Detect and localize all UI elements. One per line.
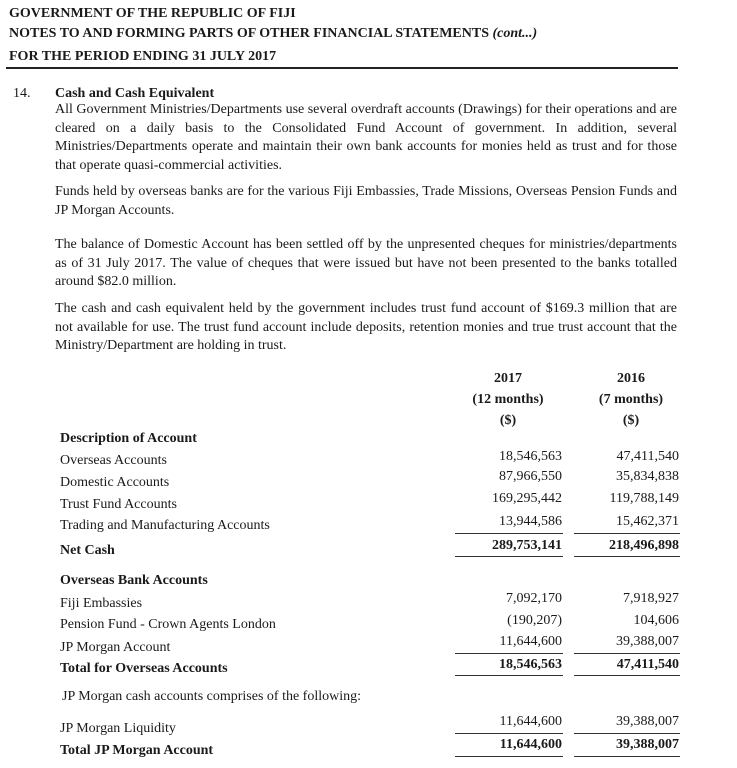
- table1-total-2017: 289,753,141: [492, 538, 562, 553]
- table2-total-2017: 18,546,563: [499, 657, 562, 672]
- header-line-2: [9, 26, 537, 42]
- table1-total-2016: 218,496,898: [609, 538, 679, 553]
- table3-intro: JP Morgan cash accounts comprises of the following:: [62, 689, 362, 704]
- column-year-2016: 2016: [617, 371, 645, 386]
- table2-row-value-2017: (190,207): [507, 613, 562, 628]
- column-period-2017: (12 months): [472, 392, 544, 407]
- header-line-2-text: NOTES TO AND FORMING PARTS OF OTHER FINANCIAL STATEMENTS: [9, 26, 489, 41]
- table2-row-label: Fiji Embassies: [60, 596, 143, 611]
- total-rule: [455, 756, 563, 757]
- table1-row-value-2017: 87,966,550: [499, 469, 562, 484]
- table2-row-value-2016: 104,606: [633, 613, 679, 628]
- table3-row-value-2017: 11,644,600: [499, 714, 562, 729]
- table2-row-label: JP Morgan Account: [60, 640, 171, 655]
- table1-row-value-2016: 47,411,540: [616, 449, 679, 464]
- paragraph-4: The cash and cash equivalent held by the government includes trust fund account of $169.3 million that are not available for use. The trust fund account include deposits, retention monies and true trust account that the Ministry/Department are holding in trust.: [55, 301, 677, 353]
- table2-row-value-2017: 7,092,170: [506, 591, 562, 606]
- section-number: 14.: [13, 86, 31, 101]
- table2-row-value-2017: 11,644,600: [499, 634, 562, 649]
- total-rule: [455, 556, 563, 557]
- total-rule: [455, 675, 563, 676]
- table1-row-value-2017: 13,944,586: [499, 514, 562, 529]
- table2-total-label: Total for Overseas Accounts: [60, 661, 228, 676]
- table1-row-value-2017: 18,546,563: [499, 449, 562, 464]
- table1-row-value-2016: 119,788,149: [609, 491, 679, 506]
- table1-row-label: Overseas Accounts: [60, 453, 167, 468]
- table2-row-value-2016: 7,918,927: [623, 591, 679, 606]
- table2-heading: Overseas Bank Accounts: [60, 573, 208, 588]
- paragraph-2: Funds held by overseas banks are for the various Fiji Embassies, Trade Missions, Overseas Pension Funds and JP Morgan Accounts.: [55, 184, 677, 218]
- table2-row-value-2016: 39,388,007: [616, 634, 679, 649]
- header-rule: [6, 67, 678, 69]
- column-unit-2017: ($): [499, 413, 517, 428]
- table1-row-value-2016: 15,462,371: [616, 514, 679, 529]
- subtotal-rule: [574, 653, 680, 654]
- table1-row-value-2016: 35,834,838: [616, 469, 679, 484]
- total-rule: [574, 756, 680, 757]
- subtotal-rule: [455, 733, 563, 734]
- table1-total-label: Net Cash: [60, 543, 115, 558]
- column-header-2016: [571, 368, 691, 431]
- table3-row-label: JP Morgan Liquidity: [60, 721, 176, 736]
- table2-total-2016: 47,411,540: [616, 657, 679, 672]
- header-line-1: GOVERNMENT OF THE REPUBLIC OF FIJI: [9, 6, 296, 21]
- subtotal-rule: [455, 653, 563, 654]
- total-rule: [574, 675, 680, 676]
- table3-total-2016: 39,388,007: [616, 737, 679, 752]
- table1-row-label: Trading and Manufacturing Accounts: [60, 518, 270, 533]
- header-continued: (cont...): [492, 26, 538, 41]
- section-title: Cash and Cash Equivalent: [55, 86, 215, 101]
- table1-row-label: Trust Fund Accounts: [60, 497, 177, 512]
- table3-total-label: Total JP Morgan Account: [60, 743, 214, 758]
- table3-row-value-2016: 39,388,007: [616, 714, 679, 729]
- table1-row-label: Domestic Accounts: [60, 475, 170, 490]
- column-header-2017: [448, 368, 568, 431]
- table1-row-value-2017: 169,295,442: [492, 491, 562, 506]
- table1-heading: Description of Account: [60, 431, 197, 446]
- table2-row-label: Pension Fund - Crown Agents London: [60, 617, 276, 632]
- paragraph-1: All Government Ministries/Departments use several overdraft accounts (Drawings) for their operations and are cleared on a daily basis to the Consolidated Fund Account of government. In addition, several Ministries/Departments operate and maintain their own bank accounts for monies held as trust and for those that operate quasi-commercial activities.: [55, 102, 678, 173]
- column-period-2016: (7 months): [598, 392, 664, 407]
- paragraph-3: The balance of Domestic Account has been settled off by the unpresented cheques for ministries/departments as of 31 July 2017. The value of cheques that were issued but have not been presented to the banks totalled around $82.0 million.: [55, 237, 677, 289]
- total-rule: [574, 556, 680, 557]
- column-unit-2016: ($): [622, 413, 640, 428]
- table3-total-2017: 11,644,600: [499, 737, 562, 752]
- subtotal-rule: [574, 533, 680, 534]
- subtotal-rule: [574, 733, 680, 734]
- column-year-2017: 2017: [494, 371, 522, 386]
- subtotal-rule: [455, 533, 563, 534]
- header-line-3: FOR THE PERIOD ENDING 31 JULY 2017: [9, 49, 277, 64]
